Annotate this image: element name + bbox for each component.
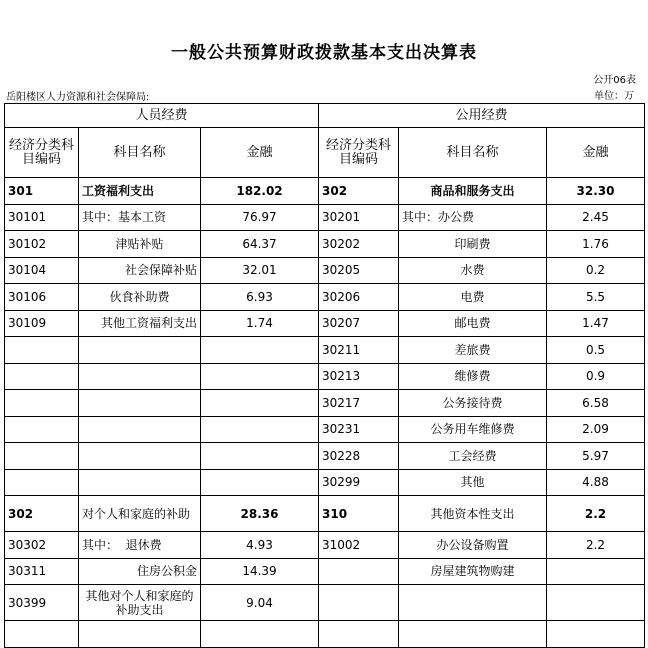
right-amount: 0.2 [547,257,645,284]
right-code [319,558,399,585]
right-code: 302 [319,178,399,205]
left-code: 30104 [5,257,79,284]
group-header-row [5,104,645,128]
left-amount: 1.74 [201,310,319,337]
left-amount: 76.97 [201,204,319,231]
right-code: 310 [319,496,399,532]
right-name: 其他 [399,469,547,496]
table-row [5,532,645,559]
right-code: 30299 [319,469,399,496]
right-amount [547,558,645,585]
right-name: 水费 [399,257,547,284]
left-amount: 14.39 [201,558,319,585]
table-row [5,204,645,231]
table-row [5,585,645,621]
expenditure-table [4,103,645,648]
left-name: 社会保障补贴 [79,257,201,284]
left-code: 30399 [5,585,79,621]
right-amount: 5.97 [547,443,645,470]
table-row [5,310,645,337]
table-row [5,469,645,496]
left-code: 302 [5,496,79,532]
column-header-row [5,128,645,178]
right-code: 30231 [319,416,399,443]
header-name-2: 科目名称 [399,128,547,178]
left-code [5,363,79,390]
left-name: 其他工资福利支出 [79,310,201,337]
header-code: 经济分类科目编码 [5,128,79,178]
table-row [5,284,645,311]
right-amount: 4.88 [547,469,645,496]
left-code: 30302 [5,532,79,559]
left-name [79,416,201,443]
left-name: 津贴补贴 [79,231,201,258]
header-code-2: 经济分类科目编码 [319,128,399,178]
table-row [5,390,645,417]
right-code: 30217 [319,390,399,417]
left-amount [201,469,319,496]
table-row-blank [5,621,645,648]
left-code [5,469,79,496]
right-code: 30213 [319,363,399,390]
right-code: 30211 [319,337,399,364]
form-number: 公开06表 [593,75,636,86]
left-amount: 9.04 [201,585,319,621]
left-name [79,469,201,496]
left-name: 工资福利支出 [79,178,201,205]
left-name: 对个人和家庭的补助 [79,496,201,532]
left-code: 30106 [5,284,79,311]
header-amount: 金融 [201,128,319,178]
right-amount: 2.2 [547,532,645,559]
table-row [5,496,645,532]
left-amount: 182.02 [201,178,319,205]
table-row [5,337,645,364]
left-name [79,337,201,364]
header-amount-2: 金融 [547,128,645,178]
left-code [5,443,79,470]
right-amount: 1.76 [547,231,645,258]
right-name [399,585,547,621]
left-name: 住房公积金 [79,558,201,585]
left-name: 其他对个人和家庭的补助支出 [79,585,201,621]
right-name: 房屋建筑物购建 [399,558,547,585]
left-amount [201,390,319,417]
right-amount: 2.2 [547,496,645,532]
left-code [5,416,79,443]
right-amount: 2.09 [547,416,645,443]
left-name: 其中：基本工资 [79,204,201,231]
right-amount: 0.9 [547,363,645,390]
header-name: 科目名称 [79,128,201,178]
right-amount [547,585,645,621]
right-code [319,585,399,621]
left-amount [201,416,319,443]
left-code [5,337,79,364]
left-amount: 6.93 [201,284,319,311]
left-name [79,443,201,470]
left-amount [201,337,319,364]
table-row [5,257,645,284]
left-name: 伙食补助费 [79,284,201,311]
group-public: 公用经费 [319,104,645,128]
left-code: 30311 [5,558,79,585]
left-code: 30109 [5,310,79,337]
organization-name: 岳阳楼区人力资源和社会保障局: [6,92,150,103]
right-name: 商品和服务支出 [399,178,547,205]
right-name: 办公设备购置 [399,532,547,559]
table-row [5,443,645,470]
table-row [5,416,645,443]
left-amount: 4.93 [201,532,319,559]
left-code [5,390,79,417]
right-name: 电费 [399,284,547,311]
right-code: 30205 [319,257,399,284]
left-amount: 64.37 [201,231,319,258]
right-code: 30206 [319,284,399,311]
table-row [5,558,645,585]
right-name: 其中：办公费 [399,204,547,231]
left-amount: 28.36 [201,496,319,532]
right-name: 公务用车维修费 [399,416,547,443]
unit-label: 单位：万 [594,91,634,102]
report-title: 一般公共预算财政拨款基本支出决算表 [171,43,477,63]
right-code: 30207 [319,310,399,337]
right-name: 差旅费 [399,337,547,364]
group-personnel: 人员经费 [5,104,319,128]
right-name: 维修费 [399,363,547,390]
right-amount: 5.5 [547,284,645,311]
left-code: 30102 [5,231,79,258]
right-name: 印刷费 [399,231,547,258]
right-code: 31002 [319,532,399,559]
right-amount: 0.5 [547,337,645,364]
left-name [79,390,201,417]
table-row [5,231,645,258]
left-amount: 32.01 [201,257,319,284]
right-name: 公务接待费 [399,390,547,417]
left-amount [201,443,319,470]
right-amount: 32.30 [547,178,645,205]
left-code: 301 [5,178,79,205]
right-amount: 6.58 [547,390,645,417]
table-row [5,178,645,205]
right-name: 邮电费 [399,310,547,337]
right-name: 工会经费 [399,443,547,470]
right-code: 30202 [319,231,399,258]
right-code: 30201 [319,204,399,231]
right-name: 其他资本性支出 [399,496,547,532]
table-row [5,363,645,390]
right-code: 30228 [319,443,399,470]
left-name [79,363,201,390]
left-amount [201,363,319,390]
right-amount: 2.45 [547,204,645,231]
left-code: 30101 [5,204,79,231]
right-amount: 1.47 [547,310,645,337]
left-name: 其中： 退休费 [79,532,201,559]
